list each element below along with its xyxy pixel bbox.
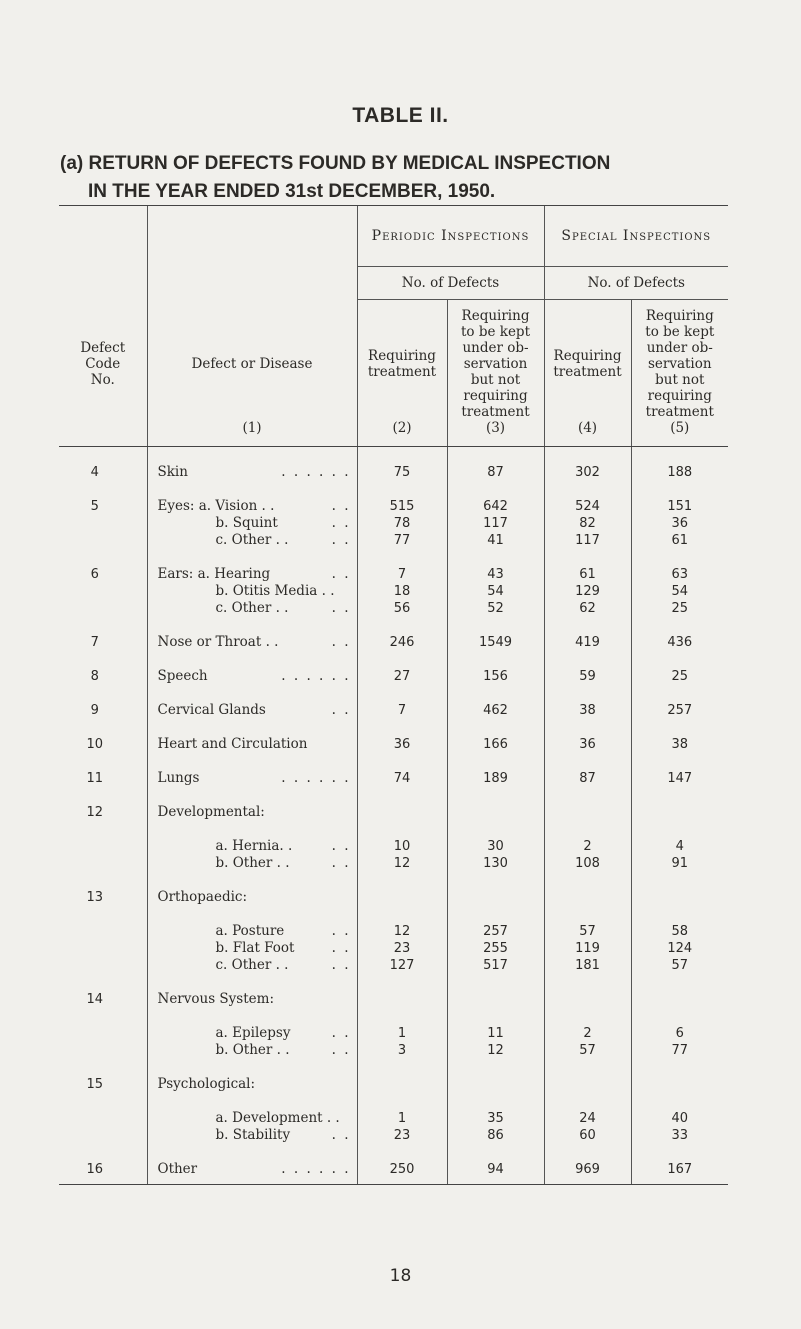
value-col-5: 40 bbox=[631, 1110, 728, 1127]
value-col-4 bbox=[544, 991, 631, 1008]
value-col-3: 255 bbox=[447, 940, 544, 957]
leader-dots: . . bbox=[331, 940, 351, 956]
value-col-3: 257 bbox=[447, 923, 544, 940]
defect-name: Nose or Throat . . bbox=[157, 634, 279, 650]
table-row bbox=[59, 804, 728, 821]
value-col-5: 4 bbox=[631, 838, 728, 855]
defect-code: 15 bbox=[86, 1077, 104, 1092]
table-row bbox=[59, 923, 728, 940]
defect-name: b. Squint bbox=[215, 515, 278, 531]
defect-code: 16 bbox=[86, 1162, 104, 1177]
defect-code bbox=[59, 1042, 147, 1059]
value-col-2: 515 bbox=[357, 498, 447, 515]
leader-dots: . . bbox=[331, 566, 351, 582]
special-requiring-treatment-header: Requiring treatment bbox=[544, 300, 631, 421]
leader-dots: . . bbox=[331, 838, 351, 854]
table-title: TABLE II. bbox=[352, 104, 449, 127]
table-row bbox=[59, 668, 728, 685]
defect-name: Psychological: bbox=[157, 1076, 256, 1092]
value-col-2: 56 bbox=[357, 600, 447, 617]
defect-code bbox=[59, 1127, 147, 1144]
table-row bbox=[59, 957, 728, 974]
value-col-2: 23 bbox=[357, 940, 447, 957]
leader-dots: . . bbox=[331, 600, 351, 616]
value-col-4: 524 bbox=[544, 498, 631, 515]
value-col-5: 36 bbox=[631, 515, 728, 532]
defect-name: b. Otitis Media . . bbox=[215, 583, 335, 599]
defect-name-cell bbox=[147, 1127, 357, 1144]
value-col-3: 462 bbox=[447, 702, 544, 719]
leader-dots: . . bbox=[331, 923, 351, 939]
value-col-4: 57 bbox=[544, 923, 631, 940]
value-col-5: 124 bbox=[631, 940, 728, 957]
defect-code bbox=[59, 923, 147, 940]
value-col-4: 24 bbox=[544, 1110, 631, 1127]
value-col-3: 642 bbox=[447, 498, 544, 515]
value-col-4: 57 bbox=[544, 1042, 631, 1059]
value-col-4: 302 bbox=[544, 464, 631, 481]
value-col-5: 167 bbox=[631, 1161, 728, 1178]
defect-code: 11 bbox=[86, 771, 104, 786]
value-col-3: 166 bbox=[447, 736, 544, 753]
value-col-5: 188 bbox=[631, 464, 728, 481]
defect-code: 14 bbox=[86, 992, 104, 1007]
leader-dots: . . bbox=[331, 957, 351, 973]
periodic-requiring-treatment-header: Requiring treatment bbox=[357, 300, 447, 421]
value-col-3: 52 bbox=[447, 600, 544, 617]
value-col-2: 12 bbox=[357, 855, 447, 872]
value-col-5 bbox=[631, 804, 728, 821]
heading-line-1: (a) RETURN OF DEFECTS FOUND BY MEDICAL INSPECTION bbox=[60, 153, 611, 174]
defect-name-cell bbox=[147, 1161, 357, 1178]
value-col-2: 18 bbox=[357, 583, 447, 600]
defect-name: Eyes: a. Vision . . bbox=[157, 498, 275, 514]
defect-code bbox=[59, 1110, 147, 1127]
defect-name: a. Epilepsy bbox=[215, 1025, 291, 1041]
periodic-inspections-header: Periodic Inspections bbox=[357, 206, 544, 267]
value-col-3 bbox=[447, 804, 544, 821]
value-col-3 bbox=[447, 889, 544, 906]
defect-code: 10 bbox=[86, 737, 104, 752]
defect-name: a. Posture bbox=[215, 923, 285, 939]
value-col-3: 12 bbox=[447, 1042, 544, 1059]
leader-dots: . . bbox=[331, 634, 351, 650]
special-no-of-defects: No. of Defects bbox=[544, 267, 728, 300]
value-col-3: 43 bbox=[447, 566, 544, 583]
value-col-5: 58 bbox=[631, 923, 728, 940]
value-col-2: 75 bbox=[357, 464, 447, 481]
defect-code bbox=[59, 957, 147, 974]
leader-dots: . . bbox=[331, 1042, 351, 1058]
defect-name: c. Other . . bbox=[215, 957, 289, 973]
header-blank-disease bbox=[147, 206, 357, 267]
value-col-5: 57 bbox=[631, 957, 728, 974]
defect-name: Cervical Glands bbox=[157, 702, 266, 718]
defect-name-cell bbox=[147, 940, 357, 957]
defect-name-cell bbox=[147, 498, 357, 515]
defect-name-cell bbox=[147, 1076, 357, 1093]
defect-name-cell bbox=[147, 838, 357, 855]
value-col-5: 25 bbox=[631, 600, 728, 617]
value-col-5: 63 bbox=[631, 566, 728, 583]
value-col-2: 3 bbox=[357, 1042, 447, 1059]
defect-name: c. Other . . bbox=[215, 532, 289, 548]
value-col-3: 189 bbox=[447, 770, 544, 787]
value-col-5: 33 bbox=[631, 1127, 728, 1144]
defect-code: 7 bbox=[90, 635, 99, 650]
value-col-2 bbox=[357, 889, 447, 906]
leader-dots: . . bbox=[331, 498, 351, 514]
leader-dots: . . bbox=[331, 855, 351, 871]
defect-name: b. Flat Foot bbox=[215, 940, 295, 956]
leader-dots: . . bbox=[331, 1025, 351, 1041]
value-col-5: 77 bbox=[631, 1042, 728, 1059]
value-col-5: 91 bbox=[631, 855, 728, 872]
value-col-2: 23 bbox=[357, 1127, 447, 1144]
defect-name-cell bbox=[147, 889, 357, 906]
defect-name-cell bbox=[147, 1042, 357, 1059]
defect-name: Speech bbox=[157, 668, 208, 684]
defect-name: Other bbox=[157, 1161, 198, 1177]
table-row bbox=[59, 1042, 728, 1059]
defect-name-cell bbox=[147, 634, 357, 651]
defect-name-cell bbox=[147, 532, 357, 549]
value-col-5: 147 bbox=[631, 770, 728, 787]
value-col-2 bbox=[357, 991, 447, 1008]
value-col-4: 2 bbox=[544, 1025, 631, 1042]
table-row bbox=[59, 532, 728, 549]
value-col-2: 74 bbox=[357, 770, 447, 787]
table-row bbox=[59, 1127, 728, 1144]
defect-name: Lungs bbox=[157, 770, 200, 786]
value-col-5: 61 bbox=[631, 532, 728, 549]
special-observation-header: Requiring to be kept under ob- servation but not requiring treatment bbox=[631, 300, 728, 421]
value-col-2 bbox=[357, 1076, 447, 1093]
defect-name-cell bbox=[147, 804, 357, 821]
value-col-5: 25 bbox=[631, 668, 728, 685]
value-col-2: 12 bbox=[357, 923, 447, 940]
table-row bbox=[59, 464, 728, 481]
value-col-2: 1 bbox=[357, 1110, 447, 1127]
col-number-3: (3) bbox=[447, 420, 544, 447]
value-col-2 bbox=[357, 804, 447, 821]
value-col-4: 108 bbox=[544, 855, 631, 872]
table-row bbox=[59, 600, 728, 617]
value-col-3: 86 bbox=[447, 1127, 544, 1144]
value-col-4: 969 bbox=[544, 1161, 631, 1178]
defect-name: b. Other . . bbox=[215, 855, 290, 871]
value-col-4: 82 bbox=[544, 515, 631, 532]
defect-code: 4 bbox=[90, 465, 99, 480]
leader-dots: . . . . . . bbox=[281, 668, 351, 684]
defect-name-cell bbox=[147, 957, 357, 974]
value-col-3: 11 bbox=[447, 1025, 544, 1042]
value-col-4 bbox=[544, 889, 631, 906]
value-col-3: 35 bbox=[447, 1110, 544, 1127]
value-col-3: 117 bbox=[447, 515, 544, 532]
table-row bbox=[59, 515, 728, 532]
defect-code bbox=[59, 515, 147, 532]
value-col-3: 87 bbox=[447, 464, 544, 481]
value-col-4: 60 bbox=[544, 1127, 631, 1144]
value-col-5 bbox=[631, 889, 728, 906]
table-row bbox=[59, 1161, 728, 1178]
table-row bbox=[59, 702, 728, 719]
leader-dots: . . bbox=[331, 532, 351, 548]
value-col-4: 129 bbox=[544, 583, 631, 600]
defect-name-cell bbox=[147, 515, 357, 532]
table-row bbox=[59, 855, 728, 872]
defect-name-cell bbox=[147, 855, 357, 872]
value-col-3 bbox=[447, 991, 544, 1008]
value-col-4: 62 bbox=[544, 600, 631, 617]
defect-name-cell bbox=[147, 600, 357, 617]
heading-line-2: IN THE YEAR ENDED 31st DECEMBER, 1950. bbox=[88, 181, 496, 202]
defect-code bbox=[59, 583, 147, 600]
value-col-5: 151 bbox=[631, 498, 728, 515]
value-col-4: 38 bbox=[544, 702, 631, 719]
value-col-4: 59 bbox=[544, 668, 631, 685]
value-col-4: 181 bbox=[544, 957, 631, 974]
periodic-no-of-defects: No. of Defects bbox=[357, 267, 544, 300]
defect-name-cell bbox=[147, 1025, 357, 1042]
value-col-5: 257 bbox=[631, 702, 728, 719]
value-col-4: 117 bbox=[544, 532, 631, 549]
defect-name: Ears: a. Hearing bbox=[157, 566, 271, 582]
defect-name: c. Other . . bbox=[215, 600, 289, 616]
value-col-4: 87 bbox=[544, 770, 631, 787]
defect-name-cell bbox=[147, 702, 357, 719]
value-col-4: 36 bbox=[544, 736, 631, 753]
defect-name: a. Hernia. . bbox=[215, 838, 293, 854]
defect-name: Orthopaedic: bbox=[157, 889, 248, 905]
defect-code: 9 bbox=[90, 703, 99, 718]
periodic-observation-header: Requiring to be kept under ob- servation but not requiring treatment bbox=[447, 300, 544, 421]
value-col-2: 246 bbox=[357, 634, 447, 651]
defect-name-cell bbox=[147, 668, 357, 685]
defect-code: 13 bbox=[86, 890, 104, 905]
table-row bbox=[59, 838, 728, 855]
defect-code bbox=[59, 940, 147, 957]
value-col-2: 250 bbox=[357, 1161, 447, 1178]
defect-name-cell bbox=[147, 464, 357, 481]
table-row bbox=[59, 889, 728, 906]
value-col-4: 2 bbox=[544, 838, 631, 855]
value-col-2: 127 bbox=[357, 957, 447, 974]
value-col-3: 156 bbox=[447, 668, 544, 685]
col-number-5: (5) bbox=[631, 420, 728, 447]
defect-name: Developmental: bbox=[157, 804, 265, 820]
leader-dots: . . bbox=[331, 1127, 351, 1143]
value-col-5 bbox=[631, 991, 728, 1008]
value-col-4: 419 bbox=[544, 634, 631, 651]
defect-code bbox=[59, 532, 147, 549]
value-col-2: 78 bbox=[357, 515, 447, 532]
table-row bbox=[59, 566, 728, 583]
col-number-2: (2) bbox=[357, 420, 447, 447]
defect-name-cell bbox=[147, 770, 357, 787]
value-col-4: 119 bbox=[544, 940, 631, 957]
col-number-1: (1) bbox=[147, 420, 357, 447]
defects-table bbox=[59, 205, 728, 1185]
value-col-5: 436 bbox=[631, 634, 728, 651]
table-row bbox=[59, 1076, 728, 1093]
leader-dots: . . . . . . bbox=[281, 1161, 351, 1177]
table-row bbox=[59, 498, 728, 515]
value-col-5: 6 bbox=[631, 1025, 728, 1042]
defect-code: 12 bbox=[86, 805, 104, 820]
value-col-5 bbox=[631, 1076, 728, 1093]
value-col-3 bbox=[447, 1076, 544, 1093]
value-col-4: 61 bbox=[544, 566, 631, 583]
page-number: 18 bbox=[389, 1266, 412, 1286]
leader-dots: . . . . . . bbox=[281, 770, 351, 786]
defects-table-body bbox=[59, 447, 728, 1185]
defect-name-cell bbox=[147, 566, 357, 583]
defect-name-cell bbox=[147, 1110, 357, 1127]
table-row bbox=[59, 583, 728, 600]
value-col-3: 54 bbox=[447, 583, 544, 600]
value-col-5: 54 bbox=[631, 583, 728, 600]
value-col-5: 38 bbox=[631, 736, 728, 753]
table-row bbox=[59, 634, 728, 651]
defect-name-cell bbox=[147, 923, 357, 940]
leader-dots: . . bbox=[331, 702, 351, 718]
value-col-2: 36 bbox=[357, 736, 447, 753]
defect-code: 6 bbox=[90, 567, 99, 582]
defect-code bbox=[59, 1025, 147, 1042]
defect-code bbox=[59, 838, 147, 855]
header-blank-code bbox=[59, 206, 147, 267]
leader-dots: . . . . . . bbox=[281, 464, 351, 480]
special-inspections-header: Special Inspections bbox=[544, 206, 728, 267]
value-col-2: 7 bbox=[357, 566, 447, 583]
value-col-2: 7 bbox=[357, 702, 447, 719]
defect-name: a. Development . . bbox=[215, 1110, 340, 1126]
value-col-3: 1549 bbox=[447, 634, 544, 651]
defect-code-header: Defect Code No. bbox=[80, 339, 126, 388]
value-col-2: 27 bbox=[357, 668, 447, 685]
value-col-4 bbox=[544, 804, 631, 821]
value-col-2: 77 bbox=[357, 532, 447, 549]
table-row bbox=[59, 940, 728, 957]
defect-name: b. Stability bbox=[215, 1127, 291, 1143]
value-col-2: 10 bbox=[357, 838, 447, 855]
defect-name: Nervous System: bbox=[157, 991, 274, 1007]
value-col-3: 41 bbox=[447, 532, 544, 549]
value-col-3: 30 bbox=[447, 838, 544, 855]
defect-name-cell bbox=[147, 736, 357, 753]
table-heading bbox=[60, 150, 760, 206]
defect-name-cell bbox=[147, 991, 357, 1008]
value-col-3: 130 bbox=[447, 855, 544, 872]
value-col-4 bbox=[544, 1076, 631, 1093]
defect-name-cell bbox=[147, 583, 357, 600]
value-col-3: 517 bbox=[447, 957, 544, 974]
table-row bbox=[59, 1025, 728, 1042]
defect-name: b. Other . . bbox=[215, 1042, 290, 1058]
defect-name: Skin bbox=[157, 464, 188, 480]
defect-code: 8 bbox=[90, 669, 99, 684]
defect-or-disease-header: Defect or Disease bbox=[147, 300, 357, 421]
table-row bbox=[59, 991, 728, 1008]
defect-code: 5 bbox=[90, 499, 99, 514]
table-row bbox=[59, 1110, 728, 1127]
defect-code bbox=[59, 855, 147, 872]
defect-code bbox=[59, 600, 147, 617]
table-row bbox=[59, 736, 728, 753]
table-row bbox=[59, 770, 728, 787]
col-number-4: (4) bbox=[544, 420, 631, 447]
leader-dots: . . bbox=[331, 515, 351, 531]
value-col-3: 94 bbox=[447, 1161, 544, 1178]
value-col-2: 1 bbox=[357, 1025, 447, 1042]
defect-name: Heart and Circulation bbox=[157, 736, 308, 752]
